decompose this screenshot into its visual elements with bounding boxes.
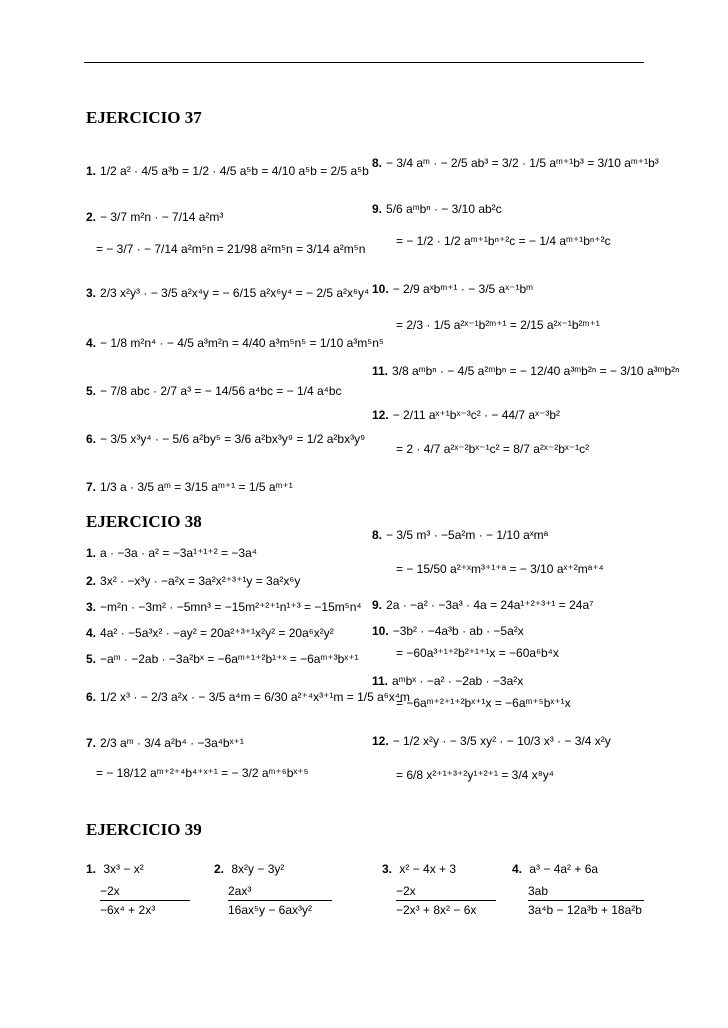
top-rule [84,62,644,63]
ej39-item-3: 3. x² − 4x + 3 −2x −2x³ + 8x² − 6x [382,862,496,917]
ej38-problem-6: 6. 1/2 x³ · − 2/3 a²x · − 3/5 a⁴m = 6/30 a²⁺⁴x³⁺¹m = 1/5 a⁶x⁴m [86,690,410,704]
ej38-problem-10: 10. −3b² · −4a³b · ab · −5a²x [372,624,524,638]
ej37-problem-1: 1. 1/2 a² · 4/5 a³b = 1/2 · 4/5 a⁵b = 4/10 a⁵b = 2/5 a⁵b [86,164,369,178]
ej37-problem-4: 4. − 1/8 m²n⁴ · − 4/5 a³m²n = 4/40 a³m⁵n⁵ = 1/10 a³m⁵n⁵ [86,336,384,350]
heading-ej37: EJERCICIO 37 [86,108,202,127]
ej37-problem-12-result: = 2 · 4/7 a²ˣ⁻²bˣ⁻¹c² = 8/7 a²ˣ⁻²bˣ⁻¹c² [396,442,590,456]
ej38-problem-8: 8. − 3/5 m³ · −5a²m · − 1/10 aˣmᵃ [372,528,549,542]
ej38-problem-11: 11. aᵐbˣ · −a² · −2ab · −3a²x [372,674,524,688]
ej37-problem-10: 10. − 2/9 aˣbᵐ⁺¹ · − 3/5 aˣ⁻¹bᵐ [372,282,534,296]
ej38-problem-10-result: = −60a³⁺¹⁺²b²⁺¹⁺¹x = −60a⁶b⁴x [396,646,559,660]
ej37-problem-10-result: = 2/3 · 1/5 a²ˣ⁻¹b²ᵐ⁺¹ = 2/15 a²ˣ⁻¹b²ᵐ⁺¹ [396,318,600,332]
ej38-problem-7-result: = − 18/12 aᵐ⁺²⁺⁴b⁴⁺ˣ⁺¹ = − 3/2 aᵐ⁺⁶bˣ⁺⁵ [96,766,309,780]
heading-ej38: EJERCICIO 38 [86,512,202,531]
ej37-problem-11: 11. 3/8 aᵐbⁿ · − 4/5 a²ᵐbⁿ = − 12/40 a³ᵐb²ⁿ = − 3/10 a³ᵐb²ⁿ [372,364,680,378]
ej38-problem-4: 4. 4a² · −5a³x² · −ay² = 20a²⁺³⁺¹x²y² = 20a⁶x²y² [86,626,334,640]
ej38-problem-1: 1. a · −3a · a² = −3a¹⁺¹⁺² = −3a⁴ [86,546,257,560]
ej37-problem-12: 12. − 2/11 aˣ⁺¹bˣ⁻³c² · − 44/7 aˣ⁻³b² [372,408,561,422]
ej38-problem-9: 9. 2a · −a² · −3a³ · 4a = 24a¹⁺²⁺³⁺¹ = 24a⁷ [372,598,594,612]
ej39-item-4: 4. a³ − 4a² + 6a 3ab 3a⁴b − 12a³b + 18a²b [512,862,644,917]
ej37-problem-9-result: = − 1/2 · 1/2 aᵐ⁺¹bⁿ⁺²c = − 1/4 aᵐ⁺¹bⁿ⁺²c [396,234,611,248]
ej38-problem-2: 2. 3x² · −x³y · −a²x = 3a²x²⁺³⁺¹y = 3a²x⁶y [86,574,301,588]
ej37-problem-6: 6. − 3/5 x³y⁴ · − 5/6 a²by⁵ = 3/6 a²bx³y⁹ = 1/2 a²bx³y⁹ [86,432,366,446]
ej38-problem-12: 12. − 1/2 x²y · − 3/5 xy² · − 10/3 x³ · − 3/4 x²y [372,734,611,748]
ej38-problem-8-result: = − 15/50 a²⁺ˣm³⁺¹⁺ᵃ = − 3/10 aˣ⁺²mᵃ⁺⁴ [396,562,604,576]
ej37-problem-2-result: = − 3/7 · − 7/14 a²m⁵n = 21/98 a²m⁵n = 3/14 a²m⁵n [96,242,366,256]
ej37-problem-9: 9. 5/6 aᵐbⁿ · − 3/10 ab²c [372,202,502,216]
ej38-problem-7: 7. 2/3 aᵐ · 3/4 a²b⁴ · −3a⁴bˣ⁺¹ [86,736,244,750]
ej37-problem-7: 7. 1/3 a · 3/5 aᵐ = 3/15 aᵐ⁺¹ = 1/5 aᵐ⁺¹ [86,480,293,494]
ej38-problem-11-result: = −6aᵐ⁺²⁺¹⁺²bˣ⁺¹x = −6aᵐ⁺⁵bˣ⁺¹x [396,696,571,710]
ej37-problem-2: 2. − 3/7 m²n · − 7/14 a²m³ [86,210,224,224]
ej38-problem-5: 5. −aᵐ · −2ab · −3a²bˣ = −6aᵐ⁺¹⁺²b¹⁺ˣ = −6aᵐ⁺³bˣ⁺¹ [86,652,359,666]
ej37-problem-3: 3. 2/3 x²y³ · − 3/5 a²x⁴y = − 6/15 a²x⁶y⁴ = − 2/5 a²x⁶y⁴ [86,286,370,300]
ej39-item-1: 1. 3x³ − x² −2x −6x⁴ + 2x³ [86,862,190,917]
ej37-problem-5: 5. − 7/8 abc · 2/7 a³ = − 14/56 a⁴bc = − 1/4 a⁴bc [86,384,342,398]
ej38-problem-12-result: = 6/8 x²⁺¹⁺³⁺²y¹⁺²⁺¹ = 3/4 x⁸y⁴ [396,768,554,782]
ej38-problem-3: 3. −m²n · −3m² · −5mn³ = −15m²⁺²⁺¹n¹⁺³ = −15m⁵n⁴ [86,600,362,614]
ej39-item-2: 2. 8x²y − 3y² 2ax³ 16ax⁵y − 6ax³y² [214,862,332,917]
ej37-problem-8: 8. − 3/4 aᵐ · − 2/5 ab³ = 3/2 · 1/5 aᵐ⁺¹b³ = 3/10 aᵐ⁺¹b³ [372,156,659,170]
heading-ej39: EJERCICIO 39 [86,820,202,839]
